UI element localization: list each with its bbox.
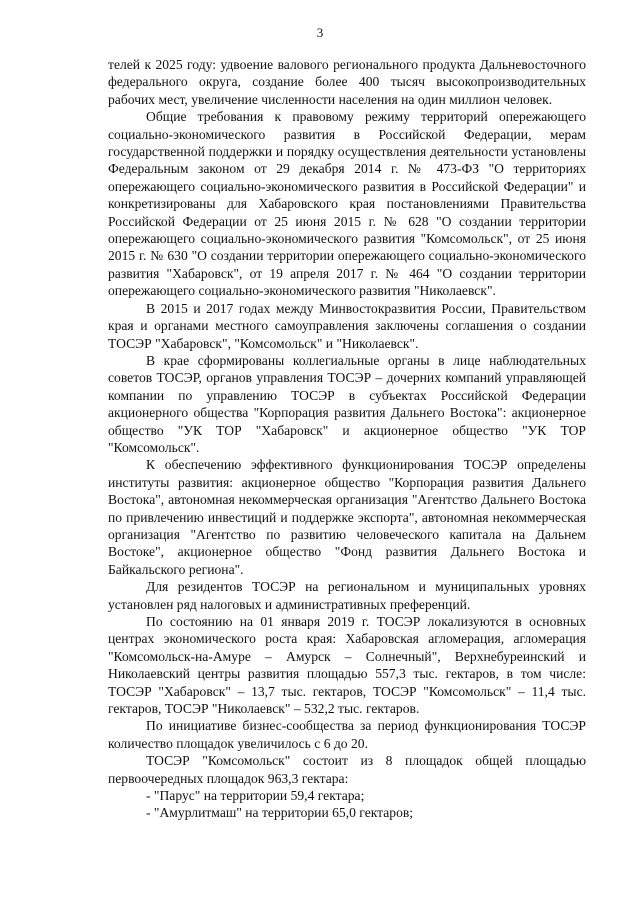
paragraph: В 2015 и 2017 годах между Минвостокразвития России, Правительством края и органами местного самоуправления заключены соглашения о создании ТОСЭР "Хабаровск", "Комсомольск" и "Николаевск".	[108, 300, 586, 351]
page-number: 3	[316, 25, 324, 40]
list-item: - "Парус" на территории 59,4 гектара;	[146, 788, 365, 804]
paragraph: К обеспечению эффективного функционирования ТОСЭР определены институты развития: акционерное общество "Корпорация развития Дальнего Востока", автономная некоммерческая организация "Агентство Дальнего Востока по привлечению инвестиций и поддержке экспорта", автономная некоммерческая организация "Агентство по развитию человеческого капитала на Дальнем Востоке", акционерное общество "Фонд развития Дальнего Востока и Байкальского региона".	[108, 457, 586, 577]
paragraph: Общие требования к правовому режиму территорий опережающего социально-экономического развития в Российской Федерации, мерам государственной поддержки и порядку осуществления деятельности установлены Федеральным законом от 29 декабря 2014 г. № 473-ФЗ "О территориях опережающего социально-экономического развития в Российской Федерации" и конкретизированы для Хабаровского края постановлениями Правительства Российской Федерации от 25 июня 2015 г. № 628 "О создании территории опережающего социально-экономического развития "Комсомольск", от 25 июня 2015 г. № 630 "О создании территории опережающего социально-экономического развития "Хабаровск", от 19 апреля 2017 г. № 464 "О создании территории опережающего социально-экономического развития "Николаевск".	[108, 109, 586, 299]
paragraph: По инициативе бизнес-сообщества за период функционирования ТОСЭР количество площадок увеличилось с 6 до 20.	[108, 718, 586, 751]
paragraph: По состоянию на 01 января 2019 г. ТОСЭР локализуются в основных центрах экономического роста края: Хабаровская агломерация, агломерация "Комсомольск-на-Амуре – Амурск – Солнечный", Верхнебуреинский и Николаевский центры развития площадью 557,3 тыс. гектаров, в том числе: ТОСЭР "Хабаровск" – 13,7 тыс. гектаров, ТОСЭР "Комсомольск" – 11,4 тыс. гектаров, ТОСЭР "Николаевск" – 532,2 тыс. гектаров.	[108, 614, 586, 717]
paragraph: Для резидентов ТОСЭР на региональном и муниципальных уровнях установлен ряд налоговых и административных преференций.	[108, 579, 586, 612]
document-body	[108, 56, 586, 822]
paragraph: В крае сформированы коллегиальные органы в лице наблюдательных советов ТОСЭР, органов управления ТОСЭР – дочерних компаний управляющей компании по управлению ТОСЭР в субъектах Российской Федерации акционерного общества "Корпорация развития Дальнего Востока": акционерное общество "УК ТОР "Хабаровск" и акционерное общество "УК ТОР "Комсомольск".	[108, 352, 586, 455]
list-item: - "Амурлитмаш" на территории 65,0 гектаров;	[146, 805, 414, 821]
paragraph: ТОСЭР "Комсомольск" состоит из 8 площадок общей площадью первоочередных площадок 963,3 гектара:	[108, 753, 586, 786]
paragraph: телей к 2025 году: удвоение валового регионального продукта Дальневосточного федерального округа, создание более 400 тысяч высокопроизводительных рабочих мест, увеличение численности населения на один миллион человек.	[108, 57, 586, 107]
